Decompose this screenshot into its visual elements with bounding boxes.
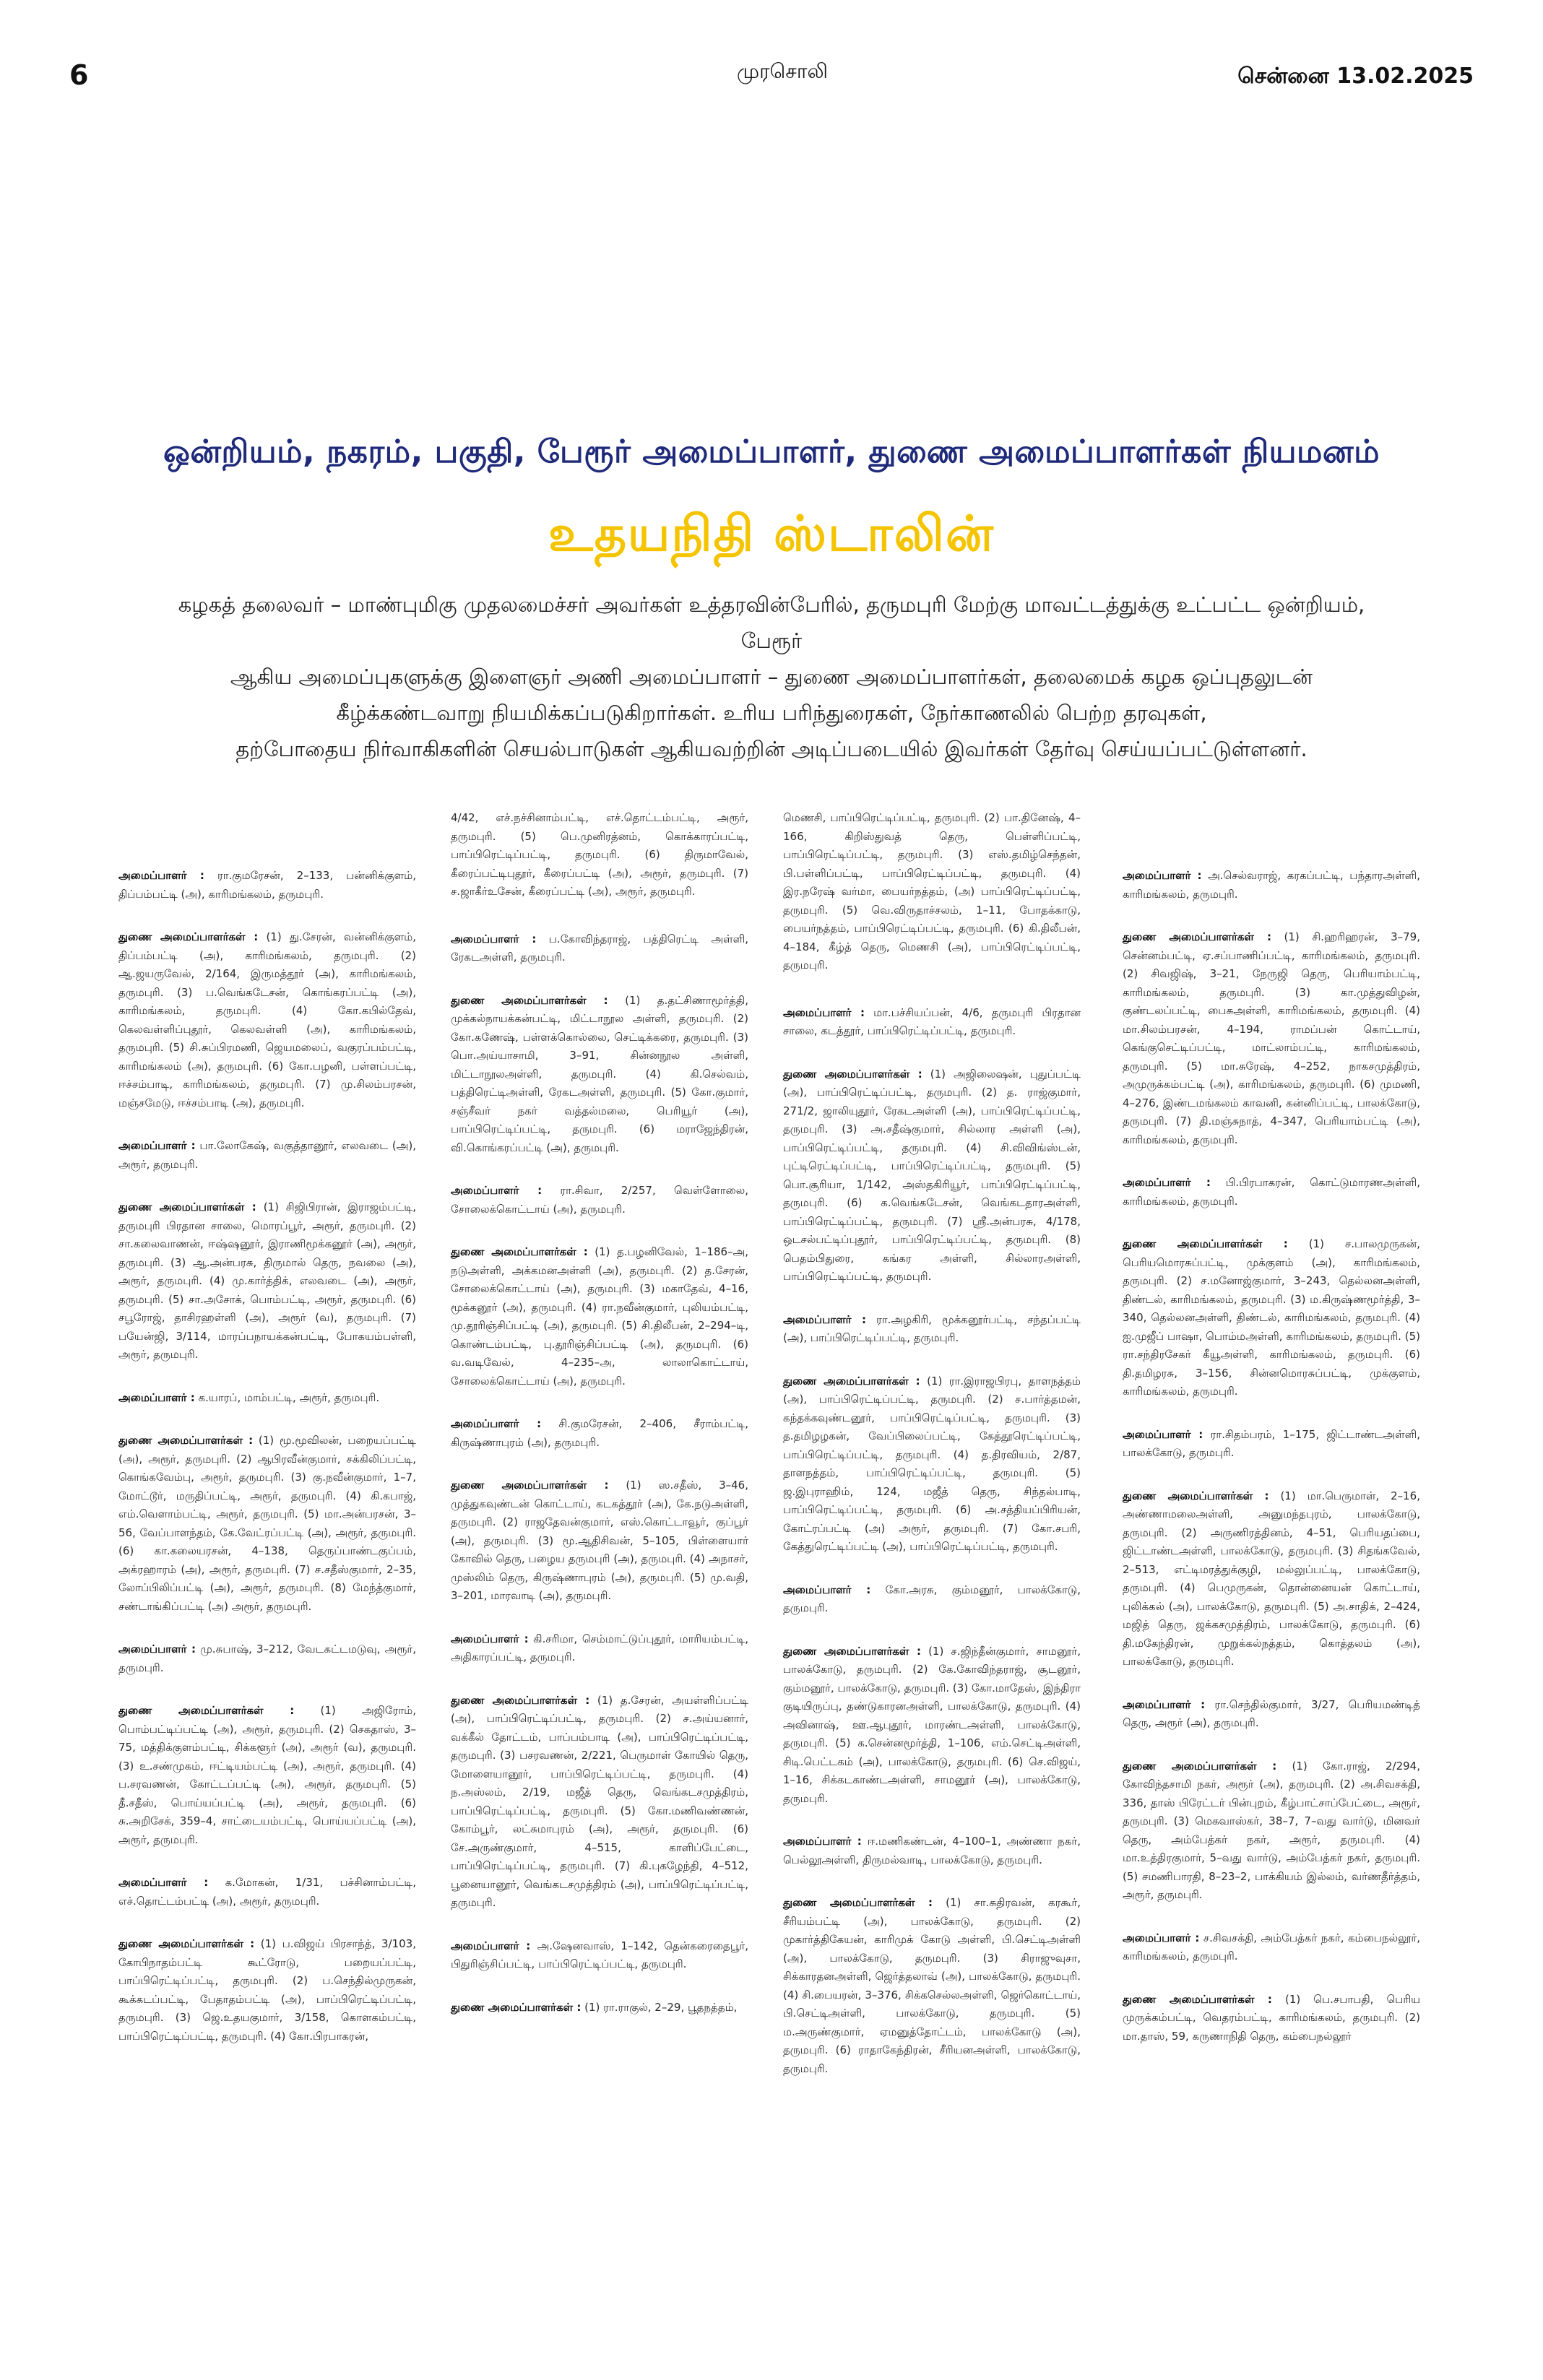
entry-role: துணை அமைப்பாளர்கள் : <box>118 1200 256 1213</box>
entry-text: (1) ரா.ராகுல், 2–29, பூதநத்தம், <box>584 2000 738 2014</box>
entry-text: அ.செல்வராஜ், கரகப்பட்டி, பந்தாரஅள்ளி, காரிமங்கலம், தருமபுரி. <box>1123 869 1420 901</box>
masthead: முரசொலி <box>737 59 828 83</box>
entry-text: (1) ப.விஜய் பிரசாந்த், 3/103, கோபிநாதம்பட்டி கூட்ரோடு, பறையப்பட்டி, பாப்பிரெட்டிப்பட்டி, தருமபுரி. (2) ப.செந்தில்முருகன், கூக்கடப்பட்டி, பேதாதம்பட்டி (அ), பாப்பிரெட்டிப்பட்டி, தருமபுரி. (3) ஜெ.உதயகுமார், 3/158, கொளகம்பட்டி, பாப்பிரெட்டிப்பட்டி, தருமபுரி. (4) கோ.பிரபாகரன், <box>118 1937 416 2043</box>
entry-role: அமைப்பாளர் : <box>451 1632 529 1645</box>
entry <box>118 1874 416 1911</box>
entry-role: துணை அமைப்பாளர்கள் : <box>1123 930 1271 943</box>
entry-role: துணை அமைப்பாளர்கள் : <box>1123 1759 1277 1773</box>
entry <box>783 1311 1081 1348</box>
entry <box>1123 1426 1420 1463</box>
entry-text: ப.கோவிந்தராஜ், பத்திரெட்டி அள்ளி, ரேகடஅள்ளி, தருமபுரி. <box>451 932 748 964</box>
entry <box>1123 928 1420 1149</box>
intro-paragraph <box>144 587 1399 767</box>
entry-role: அமைப்பாளர் : <box>1123 1697 1206 1711</box>
entry-text: (1) கோ.ராஜ், 2/294, கோவிந்தசாமி நகர், அரூர் (அ), தருமபுரி. (2) அ.சிவசக்தி, 336, தாஸ் பிரேட்டர் பின்புறம், கீழ்பாட்சாப்பேட்டை, அரூர், தருமபுரி. (3) மெகவாஸ்கர், 38–7, 7–வது வார்டு, மினவர் தெரு, அம்பேத்கர் நகர், அரூர், தருமபுரி. (4) மா.உத்திரகுமார், 5–வது வார்டு, அம்பேத்கர் நகர், தருமபுரி. (5) சமணிபாரதி, 8–23–2, பாக்கியம் இல்லம், வர்ணதீர்த்தம், அரூர், தருமபுரி. <box>1123 1759 1420 1901</box>
entry <box>451 1937 748 1974</box>
entry-role: துணை அமைப்பாளர்கள் : <box>1123 1992 1272 2006</box>
entry-role: துணை அமைப்பாளர்கள் : <box>118 1704 295 1717</box>
entry-role: துணை அமைப்பாளர்கள் : <box>118 1937 255 1950</box>
entry <box>118 1935 416 2046</box>
entry-text: (1) ஸ.சதீஸ், 3–46, முத்துகவுண்டன் கொட்டாய், கடகத்தூர் (அ), கே.நடுஅள்ளி, தருமபுரி. (2) ராஜதேவன்குமார், எஸ்.கொட்டாவூர், குப்பூர் (அ), தருமபுரி. (3) மூ.ஆதிசிவன், 5–105, பிள்ளையார் கோவில் தெரு, பழைய தருமபுரி (அ), தருமபுரி. (4) அநாசர், முஸ்லிம் தெரு, கிருஷ்ணாபுரம் (அ), தருமபுரி. (5) மு.வதி, 3–201, மாரவாடி (அ), தருமபுரி. <box>451 1479 748 1602</box>
entry <box>783 1832 1081 1869</box>
entry-text: மா.பச்சியப்பன், 4/6, தருமபுரி பிரதான சாலை, கடத்தூர், பாப்பிரெட்டிப்பட்டி, தருமபுரி. <box>783 1005 1081 1037</box>
entry <box>451 930 748 967</box>
entry-text: ச.சிவசக்தி, அம்பேத்கர் நகர், கம்பைநல்லூர், காரிமங்கலம், தருமபுரி. <box>1123 1931 1420 1963</box>
page-header <box>0 0 1543 91</box>
entry <box>1123 1696 1420 1733</box>
entry <box>451 1692 748 1913</box>
entry-role: துணை அமைப்பாளர்கள் : <box>783 1374 920 1388</box>
entry-text: (1) அஜிலைஷன், புதுப்பட்டி (அ), பாப்பிரெட்டிப்பட்டி, தருமபுரி. (2) த. ராஜ்குமார், 271/2, ஜாலியுதூர், ரேகடஅள்ளி (அ), பாப்பிரெட்டிப்பட்டி, தருமபுரி. (3) அ.சதீஷ்குமார், சில்லார அள்ளி (அ), பாப்பிரெட்டிப்பட்டி, தருமபுரி. (4) சி.விவிங்ஸ்டன், புட்டிரெட்டிப்பட்டி, பாப்பிரெட்டிப்பட்டி, தருமபுரி. (5) பொ.சூரியா, 1/142, அஸ்தகிரியூர், பாப்பிரெட்டிப்பட்டி, தருமபுரி. (6) க.வெங்கடேசன், வெங்கடதாரஅள்ளி, பாப்பிரெட்டிப்பட்டி, தருமபுரி. (7) ஸ்ரீ.அன்பரசு, 4/178, ஒடசல்பட்டிப்புதூர், பாப்பிரெட்டிப்பட்டி, தருமபுரி. (8) பெதம்பிதுரை, கங்கர அள்ளி, சில்லாரஅள்ளி, பாப்பிரெட்டிப்பட்டி, தருமபுரி. <box>783 1067 1081 1283</box>
entry <box>1123 1929 1420 1966</box>
entry-role: அமைப்பாளர் : <box>451 1939 531 1952</box>
entry-role: அமைப்பாளர் : <box>451 932 537 945</box>
entry-role: அமைப்பாளர் : <box>783 1583 871 1596</box>
entry-text: (1) த.பழனிவேல், 1–186–அ, நடுஅள்ளி, அக்கமனஅள்ளி (அ), தருமபுரி. (2) த.சேரன், சோலைக்கொட்டாய் (அ), தருமபுரி. (3) மகாதேவ், 4–16, மூக்கனூர் (அ), தருமபுரி. (4) ரா.நவீன்குமார், புலியம்பட்டி, மு.தூரிஞ்சிப்பட்டி (அ), தருமபுரி. (5) சி.திலீபன், 2–294–டி, கொண்டம்பட்டி, பு.தூரிஞ்சிப்பட்டி (அ), தருமபுரி. (6) வ.வடிவேல், 4–235–அ, லாலாகொட்டாய், சோலைக்கொட்டாய் (அ), தருமபுரி. <box>451 1245 748 1388</box>
column-4 <box>1123 809 1420 2070</box>
entry-role: துணை அமைப்பாளர்கள் : <box>783 1067 922 1081</box>
entry <box>451 992 748 1158</box>
column-1 <box>118 809 416 2070</box>
entry-text: (1) சிஜிபிரான், இராஜம்பட்டி, தருமபுரி பிரதான சாலை, மொரப்பூர், அரூர், தருமபுரி. (2) சா.கலைவாணன், ஈஷ்ஷனூர், இராணிமூக்கனூர் (அ), அரூர், தருமபுரி. (3) ஆ.அன்பரசு, திருமால் தெரு, நவலை (அ), அரூர், தருமபுரி. (4) மு.கார்த்திக், எலவடை (அ), அரூர், தருமபுரி. (5) சா.அசோக், பொம்பட்டி, அரூர், தருமபுரி. (6) சபூரோஜ், தாசிரஹள்ளி (அ), அரூர் (வ), தருமபுரி. (7) பயேன்ஜி, 3/114, மாரப்பநாயக்கன்பட்டி, போகயம்பள்ளி, அரூர், தருமபுரி. <box>118 1200 416 1361</box>
entry <box>451 1415 748 1452</box>
entry-text: (1) த.தட்சிணாமூர்த்தி, முக்கல்நாயக்கன்பட்டி, மிட்டாநூல அள்ளி, தருமபுரி. (2) கோ.கணேஷ், பள்ளக்கொல்லை, செட்டிக்கரை, தருமபுரி. (3) பொ.அய்யாசாமி, 3–91, சின்னநூல அள்ளி, மிட்டாநூலஅள்ளி, தருமபுரி. (4) கி.செல்வம், பத்திரெட்டிஅள்ளி, ரேகடஅள்ளி, தருமபுரி. (5) கோ.குமார், சஞ்சீவர் நகர் வத்தல்மலை, பெரியூர் (அ), பாப்பிரெட்டிப்பட்டி, தருமபுரி. (6) மராஜேந்திரன், வி.கொங்கரப்பட்டி (அ), தருமபுரி. <box>451 993 748 1154</box>
entry <box>451 1182 748 1219</box>
entry <box>783 809 1081 975</box>
entry-role: துணை அமைப்பாளர்கள் : <box>451 1479 609 1492</box>
entry <box>783 1372 1081 1557</box>
entry-text: சி.குமரேசன், 2–406, சீராம்பட்டி, கிருஷ்ணாபுரம் (அ), தருமபுரி. <box>451 1417 748 1449</box>
entry <box>118 1432 416 1616</box>
entry <box>118 867 416 904</box>
entry-text: ஈ.மணிகண்டன், 4–100–1, அண்ணா நகர், பெல்லூஅள்ளி, திருமல்வாடி, பாலக்கோடு, தருமபுரி. <box>783 1835 1081 1866</box>
entry-text: (1) து.சேரன், வன்னிக்குளம், திப்பம்பட்டி (அ), காரிமங்கலம், தருமபுரி. (2) ஆ.ஜயருவேல், 2/164, இருமத்தூர் (அ), காரிமங்கலம், தருமபுரி. (3) ப.வெங்கடேசன், கொங்கரப்பட்டி (அ), காரிமங்கலம், தருமபுரி. (4) கோ.கபில்தேவ், கெலவள்ளிப்புதூர், கெலவள்ளி (அ), காரிமங்கலம், தருமபுரி. (5) சி.சுப்பிரமணி, ஜெயமலைப், வகுரப்பம்பட்டி, காரிமங்கலம் (அ), தருமபுரி. (6) கோ.பழனி, பள்ளப்பட்டி, ஈச்சம்பாடி, காரிமங்கலம், தருமபுரி. (7) மு.சிலம்பரசன், மஞ்சமேடு, ஈச்சம்பாடி (அ), தருமபுரி. <box>118 930 416 1109</box>
entry-text: (1) அஜிரோம், பொம்பட்டிப்பட்டி (அ), அரூர், தருமபுரி. (2) செகதாஸ், 3–75, மத்திக்குளம்பட்டி, சிக்களூர் (அ), அரூர் (வ), தருமபுரி. (3) உ.சண்முகம், ஈட்டியம்பட்டி (அ), அரூர், தருமபுரி. (4) ப.சரவணன், கோட்டப்பட்டி (அ), அரூர், தருமபுரி. (5) தீ.சதீஸ், பொய்யப்பட்டி (அ), அரூர், தருமபுரி. (6) சு.அறிசேக், 359–4, சாட்டையம்பட்டி, பொய்யப்பட்டி (அ), அரூர், தருமபுரி. <box>118 1704 416 1846</box>
entry <box>783 1894 1081 2078</box>
entry-role: துணை அமைப்பாளர்கள் : <box>783 1644 921 1658</box>
entry <box>783 1581 1081 1618</box>
entry-text: (1) ரா.இராஜபிரபு, தாளநத்தம் (அ), பாப்பிரெட்டிப்பட்டி, தருமபுரி. (2) ச.பார்த்தமன், கந்தக்கவுண்டனூர், பாப்பிரெட்டிப்பட்டி, தருமபுரி. (3) த.தமிழழகன், வேப்பிலைப்பட்டி, கேத்தூரெட்டிப்பட்டி, பாப்பிரெட்டிப்பட்டி, தருமபுரி. (4) த.திரவியம், 2/87, தாளநத்தம், பாப்பிரெட்டிப்பட்டி, தருமபுரி. (5) ஜ.இபுராஹிம், 124, மஜீத் தெரு, சிந்தல்பாடி, பாப்பிரெட்டிப்பட்டி, தருமபுரி. (6) அ.சத்தியப்பிரியன், கோட்ரப்பட்டி (அ) அரூர், தருமபுரி. (7) கோ.சபரி, கேத்துரெட்டிப்பட்டி (அ), பாப்பிரெட்டிப்பட்டி, தருமபுரி. <box>783 1374 1081 1553</box>
entry <box>783 1004 1081 1041</box>
entry-role: அமைப்பாளர் : <box>118 869 204 882</box>
entry <box>1123 1991 1420 2046</box>
entry-role: துணை அமைப்பாளர்கள் : <box>118 930 259 943</box>
entry-text: ரா.செந்தில்குமார், 3/27, பெரியமண்டித் தெரு, அரூர் (அ), தருமபுரி. <box>1123 1697 1420 1729</box>
entry <box>451 1243 748 1390</box>
intro-line: கழகத் தலைவர் – மாண்புமிகு முதலமைச்சர் அவர்கள் உத்தரவின்பேரில், தருமபுரி மேற்கு மாவட்டத்துக்கு உட்பட்ட ஒன்றியம், பேரூர் <box>178 592 1365 653</box>
entry <box>451 1630 748 1667</box>
entry-role: அமைப்பாளர் : <box>451 1417 542 1430</box>
entry <box>451 1999 748 2017</box>
intro-line: கீழ்க்கண்டவாறு நியமிக்கப்படுகிறார்கள். உரிய பரிந்துரைகள், நேர்காணலில் பெற்ற தரவுகள், <box>336 701 1207 725</box>
entry-text: (1) சி.ஹரிஹரன், 3–79, சென்னம்பட்டி, ஏ.சப்பாணிப்பட்டி, காரிமங்கலம், தருமபுரி. (2) சிவஜிஷ், 3–21, நேருஜி தெரு, பெரியாம்பட்டி, காரிமங்கலம், தருமபுரி. (3) கா.முத்துவிழன், குண்டலப்பட்டி, பைசுஅள்ளி, காரிமங்கலம், தருமபுரி. (4) மா.சிலம்பரசன், 4–194, ராமப்பன் கொட்டாய், கெங்குசெட்டிப்பட்டி, மாட்லாம்பட்டி, காரிமங்கலம், தருமபுரி. (5) மா.சுரேஷ், 4–252, நாகசமுத்திரம், அமுருக்கம்பட்டி (அ), காரிமங்கலம், தருமபுரி. (6) முமணி, 4–276, இண்டமங்கலம் காவனி, கன்னிப்பட்டி, பாலக்கோடு, தருமபுரி. (7) தி.மஞ்சுநாத், 4–347, பெரியாம்பட்டி (அ), காரிமங்கலம், தருமபுரி. <box>1123 930 1420 1146</box>
entry <box>1123 867 1420 904</box>
entry-role: அமைப்பாளர் : <box>451 1184 543 1197</box>
entry-role: துணை அமைப்பாளர்கள் : <box>783 1896 933 1909</box>
entry-text: ரா.அழகிரி, மூக்கனூர்பட்டி, சந்தப்பட்டி (அ), பாப்பிரெட்டிப்பட்டி, தருமபுரி. <box>783 1312 1081 1344</box>
entry-text: மு.சுபாஷ், 3–212, வேடகட்டமடுவு, அரூர், தருமபுரி. <box>118 1643 416 1674</box>
entry <box>118 1137 416 1174</box>
entry <box>118 1198 416 1364</box>
entry-text: (1) பெ.சபாபதி, பெரிய முருக்கம்பட்டி, வெதரம்பட்டி, காரிமங்கலம், தருமபுரி. (2) மா.தாஸ், 59, கருணாநிதி தெரு, கம்பைநல்லூர் <box>1123 1992 1420 2043</box>
entry <box>1123 1757 1420 1905</box>
page-number: 6 <box>69 59 89 91</box>
entry-text: (1) ச.பாலமுருகன், பெரியமொரசுப்பட்டி, முக்குளம் (அ), காரிமங்கலம், தருமபுரி. (2) ச.மனோஜ்குமார், 3–243, தெல்லனஅள்ளி, திண்டல், காரிமங்கலம், தருமபுரி. (3) ம.கிருஷ்ணமூர்த்தி, 3–340, தெல்லனஅள்ளி, திண்டல், காரிமங்கலம், தருமபுரி. (4) ஐ.முஜீப் பாஷா, பொம்மஅள்ளி, காரிமங்கலம், தருமபுரி. (5) ரா.சந்திரசேகர் கீயூஅள்ளி, காரிமங்கலம், தருமபுரி. (6) தி.தமிழரசு, 3–156, சின்னமொரசுப்பட்டி, முக்குளம், காரிமங்கலம், தருமபுரி. <box>1123 1237 1420 1398</box>
entry-role: அமைப்பாளர் : <box>1123 869 1202 882</box>
entry-role: துணை அமைப்பாளர்கள் : <box>1123 1489 1269 1502</box>
entry-text: (1) மூ.மூவிலன், பறையப்பட்டி (அ), அரூர், தருமபுரி. (2) ஆபிரவீன்குமார், சக்கிலிப்பட்டி, கொங்கவேம்பு, அரூர், தருமபுரி. (3) கு.நவீன்குமார், 1–7, மோட்டூர், மருதிப்பட்டி, அரூர், தருமபுரி. (4) கி.கபாஜ், எம்.வெளாம்பட்டி, அரூர், தருமபுரி. (5) மா.அன்பரசன், 3–56, வேப்பாளந்தம், கே.வேட்ரப்பட்டி (அ), அரூர், தருமபுரி. (6) கா.கலையரசன், 4–138, தெருப்பாண்டகுப்பம், அக்ரஹாரம் (அ), அரூர், தருமபுரி. (7) ச.சதீஸ்குமார், 2–35, லோப்பிலிப்பட்டி (அ), அரூர், தருமபுரி. (8) மேந்த்குமார், சண்டாங்கிப்பட்டி (அ) அரூர், தருமபுரி. <box>118 1434 416 1613</box>
intro-line: தற்போதைய நிர்வாகிகளின் செயல்பாடுகள் ஆகியவற்றின் அடிப்படையில் இவர்கள் தேர்வு செய்யப்பட்டுள்ளனர். <box>235 737 1308 761</box>
entry <box>451 1476 748 1606</box>
entry <box>783 1643 1081 1809</box>
entry <box>451 809 748 901</box>
entry <box>1123 1235 1420 1401</box>
entry-text: ரா.சிவா, 2/257, வெள்ளோலை, சோலைக்கொட்டாய் (அ), தருமபுரி. <box>451 1184 748 1216</box>
entry-text: (1) சா.சுதிரவன், கரகூர், சீரியம்பட்டி (அ), பாலக்கோடு, தருமபுரி. (2) முகார்த்திகேயன், காரிமுக் கோடு அள்ளி, பி.செட்டிஅள்ளி (அ), பாலக்கோடு, தருமபுரி. (3) சிராஜுவுசா, சிக்காரதனஅள்ளி, ஜெர்த்தலாவ் (அ), பாலக்கோடு, தருமபுரி. (4) சி.பையரன், 3–376, சிக்கசெல்லஅள்ளி, ஜெர்கொட்டாய், பி.செட்டிஅள்ளி, பாலக்கோடு, தருமபுரி. (5) ம.அருண்குமார், ஏமனுத்தோட்டம், பாலக்கோடு (அ), தருமபுரி. (6) ராதாகேந்திரன், சீரியனஅள்ளி, பாலக்கோடு, தருமபுரி. <box>783 1896 1081 2075</box>
entry <box>1123 1174 1420 1211</box>
entry-role: அமைப்பாளர் : <box>118 1139 196 1152</box>
entry-role: அமைப்பாளர் : <box>118 1876 209 1889</box>
entry-role: துணை அமைப்பாளர்கள் : <box>451 1693 590 1707</box>
entry-text: அ.ஷேனவாஸ், 1–142, தென்கரைதைபூர், பிதுரிஞ்சிப்பட்டி, பாப்பிரெட்டிப்பட்டி, தருமபுரி. <box>451 1939 748 1970</box>
entry <box>118 1702 416 1849</box>
entry-text: கி.சரிமா, செம்மாட்டுப்புதூர், மாரியம்பட்டி, அதிகாரப்பட்டி, தருமபுரி. <box>451 1632 748 1663</box>
entry-role: அமைப்பாளர் : <box>1123 1176 1211 1189</box>
entry-text: ரா.சிதம்பரம், 1–175, ஜிட்டாண்டஅள்ளி, பாலக்கோடு, தருமபுரி. <box>1123 1427 1420 1459</box>
entry-role: அமைப்பாளர் : <box>118 1643 196 1656</box>
headline: ஒன்றியம், நகரம், பகுதி, பேரூர் அமைப்பாளர், துணை அமைப்பாளர்கள் நியமனம் <box>163 433 1380 470</box>
entry-role: துணை அமைப்பாளர்கள் : <box>118 1434 254 1447</box>
entry-text: 4/42, எச்.நச்சினாம்பட்டி, எச்.தொட்டம்பட்டி, அரூர், தருமபுரி. (5) பெ.முனிரத்னம், கொக்காரப்பட்டி, பாப்பிரெட்டிப்பட்டி, தருமபுரி. (6) திருமாவேல், கீரைப்பட்டிபுதூர், கீரைப்பட்டி (அ), அரூர், தருமபுரி. (7) ச.ஜாகீர்உசேன், கீரைப்பட்டி (அ), அரூர், தருமபுரி. <box>451 811 748 898</box>
entry-role: துணை அமைப்பாளர்கள் : <box>451 2000 582 2014</box>
dateline: சென்னை 13.02.2025 <box>1237 64 1474 89</box>
column-2 <box>451 809 748 2041</box>
entry-text: க.மோகன், 1/31, பச்சினாம்பட்டி, எச்.தொட்டம்பட்டி (அ), அரூர், தருமபுரி. <box>118 1876 416 1908</box>
entry-text: ரா.குமரேசன், 2–133, பன்னிக்குளம், திப்பம்பட்டி (அ), காரிமங்கலம், தருமபுரி. <box>118 869 416 901</box>
entry-text: க.யாரப், மாம்பட்டி, அரூர், தருமபுரி. <box>198 1390 380 1404</box>
author-name: உதயநிதி ஸ்டாலின் <box>548 506 995 563</box>
intro-line: ஆகிய அமைப்புகளுக்கு இளைஞர் அணி அமைப்பாளர் – துணை அமைப்பாளர்கள், தலைமைக் கழக ஒப்புதலுடன் <box>230 665 1313 689</box>
entry-role: அமைப்பாளர் : <box>783 1312 866 1326</box>
entry-role: அமைப்பாளர் : <box>1123 1931 1200 1944</box>
entry-role: துணை அமைப்பாளர்கள் : <box>1123 1237 1288 1250</box>
entry <box>118 1640 416 1677</box>
entry-text: கோ.அரசு, கும்மனூர், பாலக்கோடு, தருமபுரி. <box>783 1583 1081 1614</box>
entry-role: துணை அமைப்பாளர்கள் : <box>451 1245 588 1258</box>
entry-role: அமைப்பாளர் : <box>1123 1427 1203 1441</box>
entry-role: அமைப்பாளர் : <box>118 1390 195 1404</box>
entry-text: (1) மா.பெருமாள், 2–16, அண்ணாமலைஅள்ளி, அனுமந்தபுரம், பாலக்கோடு, தருமபுரி. (2) அருணிரத்தினம், 4–51, பெரியதப்பை, ஜிட்டாண்டஅள்ளி, பாலக்கோடு, தருமபுரி. (3) சிதங்கவேல், 2–513, எட்டிமரத்துக்குழி, மல்லுப்பட்டி, பாலக்கோடு, தருமபுரி. (4) பெமுருகன், தொன்னையன் கொட்டாய், புலிக்கல் (அ), பாலக்கோடு, தருமபுரி. (5) அ.சாதிக், 2–424, மஜித் தெரு, ஜக்கசமுத்திரம், பாலக்கோடு, தருமபுரி. (6) தி.மகேந்திரன், முறுக்கல்நத்தம், கொத்தலம் (அ), பாலக்கோடு, தருமபுரி. <box>1123 1489 1420 1668</box>
entry <box>118 1389 416 1408</box>
entry-role: அமைப்பாளர் : <box>783 1835 862 1848</box>
entry-text: பா.லோகேஷ், வகுத்தானூர், எலவடை (அ), அரூர், தருமபுரி. <box>118 1139 416 1171</box>
appointments-columns <box>118 809 1440 2355</box>
entry <box>118 928 416 1112</box>
entry <box>1123 1487 1420 1671</box>
entry-text: (1) த.சேரன், அயள்ளிப்பட்டி (அ), பாப்பிரெட்டிப்பட்டி, தருமபுரி. (2) ச.அய்யனார், வக்கீல் தோட்டம், பாப்பம்பாடி (அ), பாப்பிரெட்டிப்பட்டி, தருமபுரி. (3) பசரவணன், 2/221, பெருமாள் கோயில் தெரு, மோளையானூர், பாப்பிரெட்டிப்பட்டி, தருமபுரி. (4) ந.அஸ்லம், 2/19, மஜீத் தெரு, வெங்கடசமுத்திரம், பாப்பிரெட்டிப்பட்டி, தருமபுரி. (5) கோ.மணிவண்ணன், கோம்பூர், லட்சுமாபுரம் (அ), அரூர், தருமபுரி. (6) சே.அருண்குமார், 4–515, காளிப்பேட்டை, பாப்பிரெட்டிப்பட்டி, தருமபுரி. (7) கி.புகழேந்தி, 4–512, பூனையானூர், வெங்கடசமுத்திரம் (அ), பாப்பிரெட்டிப்பட்டி, தருமபுரி. <box>451 1693 748 1909</box>
entry-role: துணை அமைப்பாளர்கள் : <box>451 993 608 1007</box>
entry-text: பி.பிரபாகரன், கொட்டுமாரணஅள்ளி, காரிமங்கலம், தருமபுரி. <box>1123 1176 1420 1208</box>
entry-role: அமைப்பாளர் : <box>783 1005 865 1019</box>
entry-text: மெணசி, பாப்பிரெட்டிப்பட்டி, தருமபுரி. (2) பா.தினேஷ், 4–166, கிறிஸ்துவத் தெரு, பெள்ளிப்பட்டி, பாப்பிரெட்டிப்பட்டி, தருமபுரி. (3) எஸ்.தமிழ்செந்தன், பி.பள்ளிப்பட்டி, பாப்பிரெட்டிப்பட்டி, தருமபுரி. (4) இர.நரேஷ் வர்மா, பையர்நத்தம், (அ) பாப்பிரெட்டிப்பட்டி, தருமபுரி. (5) வெ.விருதாச்சலம், 1–11, போதக்காடு, பையர்நத்தம், பாப்பிரெட்டிப்பட்டி, தருமபுரி. (6) கி.திலீபன், 4–184, கீழ்த் தெரு, மெணசி (அ), பாப்பிரெட்டிப்பட்டி, தருமபுரி. <box>783 811 1081 972</box>
column-3 <box>783 809 1081 2103</box>
entry <box>783 1065 1081 1286</box>
entry-text: (1) ச.ஜிந்தீன்குமார், சாமனூர், பாலக்கோடு, தருமபுரி. (2) கே.கோவிந்தராஜ், சூடனூர், கும்மனூர், பாலக்கோடு, தருமபுரி. (3) கோ.மாதேஸ், இந்திரா குடியிருப்பு, தண்டுகாரனஅள்ளி, பாலக்கோடு, தருமபுரி. (4) அவினாஷ், ஊ.ஆபுதூர், மாரண்டஅள்ளி, பாலக்கோடு, தருமபுரி. (5) க.சென்னமூர்த்தி, 1–106, எம்.செட்டிஅள்ளி, சிடி.பெட்டகம் (அ), பாலக்கோடு, தருமபுரி. (6) செ.விஜய், 1–16, சிக்கடகாண்டஅள்ளி, சாமனூர் (அ), பாலக்கோடு, தருமபுரி. <box>783 1644 1081 1805</box>
